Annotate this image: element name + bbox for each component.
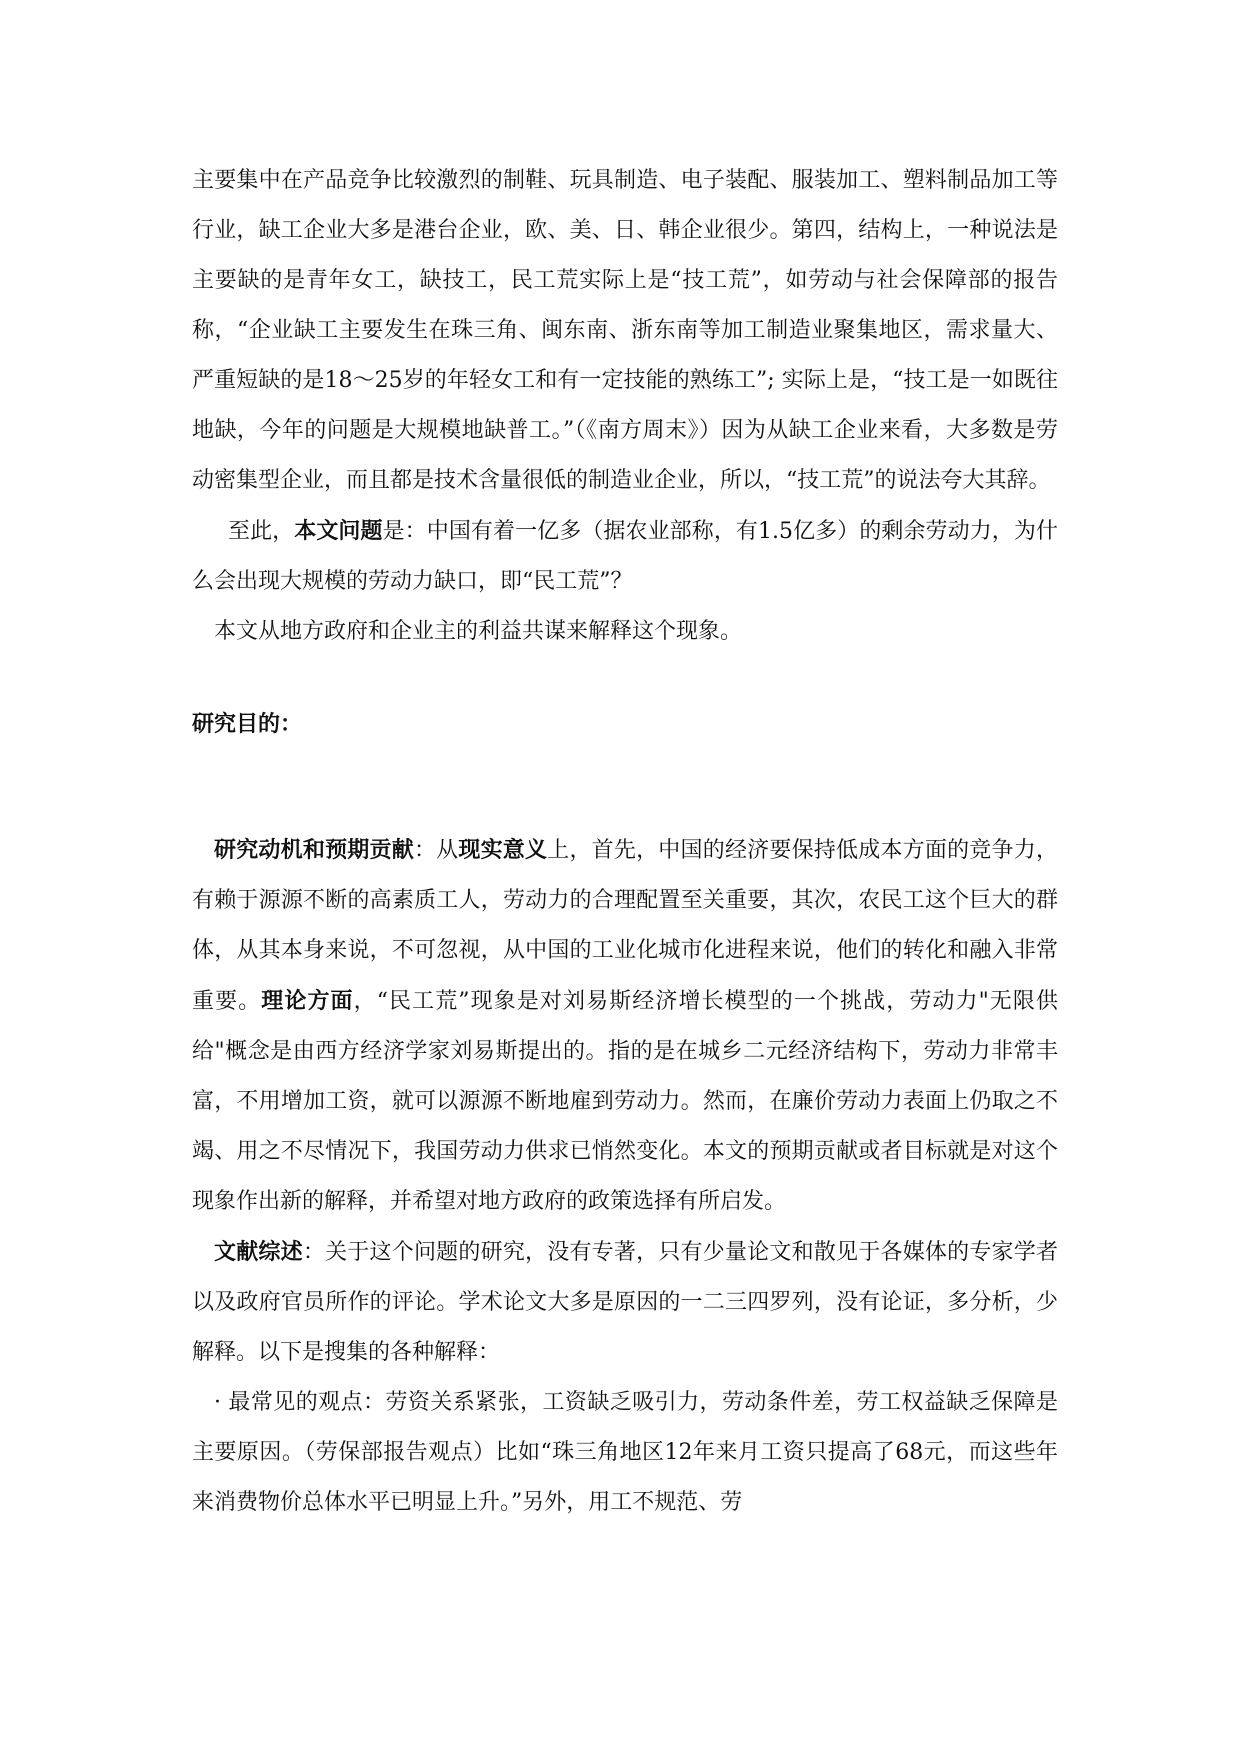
paragraph-literature-review: [192, 1227, 1058, 1378]
spacer: [192, 657, 1058, 699]
paragraph-approach: [192, 607, 1058, 657]
paragraph-research-question: [192, 506, 1058, 607]
paragraph-text: ：关于这个问题的研究，没有专著，只有少量论文和散见于各媒体的专家学者以及政府官员所作的评论。学术论文大多是原因的一二三四罗列，没有论证，多分析，少解释。以下是搜集的各种解释：: [192, 1240, 1058, 1365]
spacer: [192, 749, 1058, 825]
bold-term-theory: 理论方面: [261, 988, 354, 1014]
bold-term-practical: 现实意义: [458, 837, 548, 863]
paragraph-continuation: [192, 156, 1058, 506]
document-body: [192, 156, 1058, 1528]
section-heading-purpose: 研究目的：: [192, 711, 303, 737]
paragraph-text: ：从: [413, 838, 459, 863]
paragraph-text: 上，首先，中国的经济要保持低成本方面的竞争力，有赖于源源不断的高素质工人，劳动力的合理配置至关重要，其次，农民工这个巨大的群体，从其本身来说，不可忽视，从中国的工业化城市化进程来说，他们的转化和融入非常重要。: [192, 838, 1058, 1014]
paragraph-text: 主要集中在产品竞争比较激烈的制鞋、玩具制造、电子装配、服装加工、塑料制品加工等行业，缺工企业大多是港台企业，欧、美、日、韩企业很少。第四，结构上，一种说法是主要缺的是青年女工，缺技工，民工荒实际上是“技工荒”，如劳动与社会保障部的报告称，“企业缺工主要发生在珠三角、闽东南、浙东南等加工制造业聚集地区，需求量大、严重短缺的是18～25岁的年轻女工和有一定技能的熟练工”; 实际上是，“技工是一如既往地缺，今年的问题是大规模地缺普工。”（《南方周末》）因为从缺工企业来看，大多数是劳动密集型企业，而且都是技术含量很低的制造业企业，所以，“技工荒”的说法夸大其辞。: [192, 168, 1058, 493]
paragraph-text: ，“民工荒”现象是对刘易斯经济增长模型的一个挑战，劳动力"无限供给"概念是由西方经济学家刘易斯提出的。指的是在城乡二元经济结构下，劳动力非常丰富，不用增加工资，就可以源源不断地雇到劳动力。然而，在廉价劳动力表面上仍取之不竭、用之不尽情况下，我国劳动力供求已悄然变化。本文的预期贡献或者目标就是对这个现象作出新的解释，并希望对地方政府的政策选择有所启发。: [192, 989, 1058, 1214]
bullet-item: [192, 1378, 1058, 1528]
bold-term-research-question: 本文问题: [294, 518, 383, 544]
paragraph-text: 最常见的观点：劳资关系紧张，工资缺乏吸引力，劳动条件差，劳工权益缺乏保障是主要原因。（劳保部报告观点）比如“珠三角地区12年来月工资只提高了68元，而这些年来消费物价总体水平已明显上升。”另外，用工不规范、劳: [192, 1390, 1058, 1515]
paragraph-text: 本文从地方政府和企业主的利益共谋来解释这个现象。: [214, 619, 743, 644]
paragraph-motivation: [192, 825, 1058, 1227]
paragraph-text: 至此，: [228, 519, 295, 544]
bold-term-motivation: 研究动机和预期贡献: [214, 837, 414, 863]
bold-term-literature: 文献综述: [214, 1239, 303, 1265]
bullet-icon: ·: [214, 1390, 221, 1415]
paragraph-text: 是：中国有着一亿多（据农业部称，有1.5亿多）的剩余劳动力，为什么会出现大规模的劳动力缺口，即“民工荒”？: [192, 519, 1058, 594]
